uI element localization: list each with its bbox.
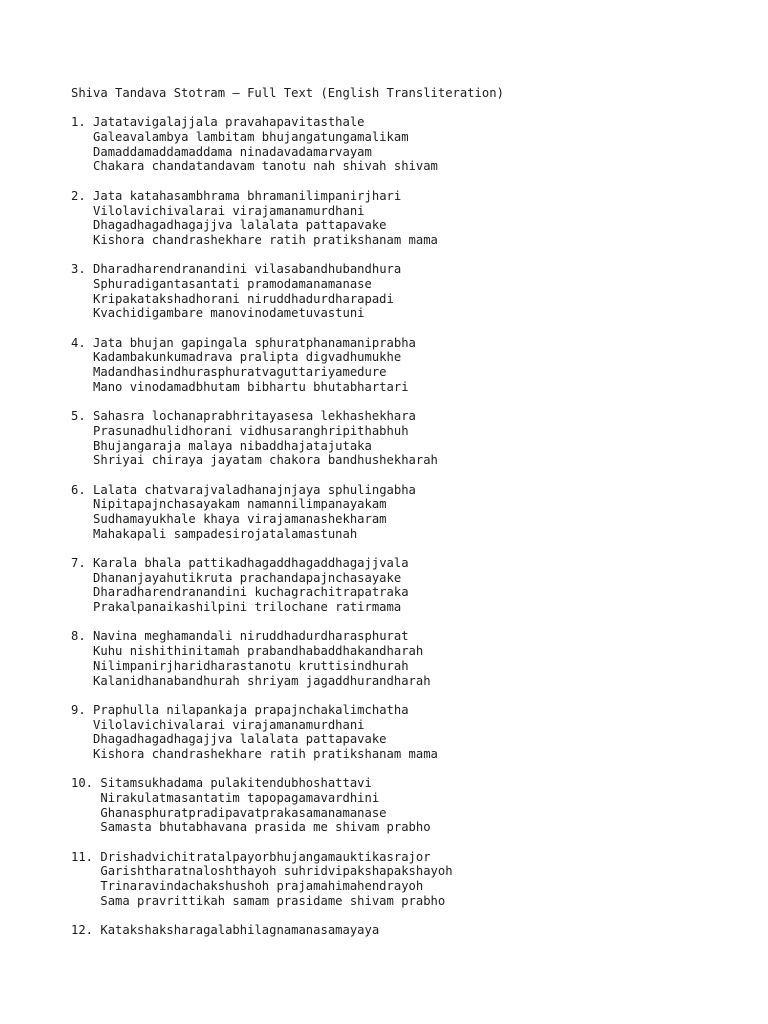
document-title: Shiva Tandava Stotram – Full Text (English Transliteration) (71, 86, 504, 100)
verse-first-line (71, 409, 751, 424)
verse-text: Dhananjayahutikruta prachandapajnchasayake (93, 570, 402, 585)
verse-number: 11. (71, 849, 94, 864)
verse-text: Dharadharendranandini kuchagrachitrapatraka (93, 585, 409, 600)
verse-text: Nipitapajnchasayakam namannilimpanayakam (93, 497, 387, 512)
verse-text: Garishtharatnaloshthayoh suhridvipakshapakshayoh (100, 864, 453, 879)
verse-text: Madandhasindhurasphuratvaguttariyamedure (93, 365, 387, 380)
verse-line (71, 218, 751, 233)
verse-number: 6. (71, 482, 86, 497)
verse-text: Sama pravrittikah samam prasidame shivam prabho (100, 893, 446, 908)
verse-first-line (71, 556, 751, 571)
verse-text: Prakalpanaikashilpini trilochane ratirmama (93, 600, 402, 615)
verse-number: 10. (71, 776, 94, 791)
verse-number: 2. (71, 188, 86, 203)
verse-line (71, 674, 751, 689)
verse-line (71, 350, 751, 365)
verse-line (71, 365, 751, 380)
verse-first-line (71, 776, 751, 791)
verse-number: 5. (71, 409, 86, 424)
verse-block (71, 262, 751, 321)
verse-block (71, 923, 751, 938)
verse-first-line (71, 850, 751, 865)
verse-text: Kripakatakshadhorani niruddhadurdharapadi (93, 291, 394, 306)
verse-text: Damaddamaddamaddama ninadavadamarvayam (93, 144, 372, 159)
verse-text: Sahasra lochanaprabhritayasesa lekhashekhara (93, 409, 416, 424)
verse-text: Kishora chandrashekhare ratih pratikshanam mama (93, 746, 438, 761)
verse-text: Jatatavigalajjala pravahapavitasthale (93, 115, 365, 130)
verse-line (71, 424, 751, 439)
verse-first-line (71, 115, 751, 130)
verse-first-line (71, 703, 751, 718)
verse-text: Vilolavichivalarai virajamanamurdhani (93, 203, 365, 218)
verse-text: Mahakapali sampadesirojatalamastunah (93, 526, 358, 541)
verse-text: Shriyai chiraya jayatam chakora bandhushekharah (93, 453, 438, 468)
verse-text: Kalanidhanabandhurah shriyam jagaddhurandharah (93, 673, 431, 688)
verse-line (71, 806, 751, 821)
verse-block (71, 703, 751, 762)
verse-first-line (71, 483, 751, 498)
verse-line (71, 159, 751, 174)
verse-text: Sitamsukhadama pulakitendubhoshattavi (100, 776, 372, 791)
verse-text: Kadambakunkumadrava pralipta digvadhumukhe (93, 350, 402, 365)
verse-text: Jata katahasambhrama bhramanilimpanirjhari (93, 188, 402, 203)
verse-text: Dhagadhagadhagajjva lalalata pattapavake (93, 218, 387, 233)
verse-text: Kvachidigambare manovinodametuvastuni (93, 306, 365, 321)
verse-text: Nilimpanirjharidharastanotu kruttisindhurah (93, 658, 409, 673)
verse-line (71, 894, 751, 909)
verse-text: Prasunadhulidhorani vidhusaranghripithabhuh (93, 423, 409, 438)
verse-text: Kuhu nishithinitamah prabandhabaddhakandharah (93, 644, 424, 659)
verse-text: Praphulla nilapankaja prapajnchakalimchatha (93, 702, 409, 717)
verse-line (71, 791, 751, 806)
verse-line (71, 864, 751, 879)
verse-line (71, 292, 751, 307)
verse-text: Vilolavichivalarai virajamanamurdhani (93, 717, 365, 732)
verse-line (71, 130, 751, 145)
verse-list (71, 115, 751, 938)
verse-line (71, 277, 751, 292)
verse-first-line (71, 262, 751, 277)
verse-block (71, 776, 751, 835)
verse-block (71, 629, 751, 688)
verse-line (71, 145, 751, 160)
verse-line (71, 659, 751, 674)
verse-line (71, 879, 751, 894)
verse-text: Navina meghamandali niruddhadurdharasphurat (93, 629, 409, 644)
verse-first-line (71, 336, 751, 351)
verse-line (71, 718, 751, 733)
verse-text: Chakara chandatandavam tanotu nah shivah shivam (93, 159, 438, 174)
verse-text: Bhujangaraja malaya nibaddhajatajutaka (93, 438, 372, 453)
verse-line (71, 439, 751, 454)
verse-text: Jata bhujan gapingala sphuratphanamaniprabha (93, 335, 416, 350)
verse-text: Kishora chandrashekhare ratih pratikshanam mama (93, 232, 438, 247)
verse-line (71, 306, 751, 321)
verse-line (71, 600, 751, 615)
verse-line (71, 380, 751, 395)
verse-number: 3. (71, 262, 86, 277)
verse-block (71, 556, 751, 615)
verse-text: Sudhamayukhale khaya virajamanashekharam (93, 511, 387, 526)
verse-text: Nirakulatmasantatim tapopagamavardhini (100, 791, 380, 806)
verse-text: Trinaravindachakshushoh prajamahimahendrayoh (100, 879, 424, 894)
verse-text: Galeavalambya lambitam bhujangatungamalikam (93, 130, 409, 145)
verse-line (71, 233, 751, 248)
verse-line (71, 747, 751, 762)
verse-block (71, 189, 751, 248)
verse-line (71, 527, 751, 542)
verse-line (71, 571, 751, 586)
verse-number: 7. (71, 556, 86, 571)
verse-block (71, 483, 751, 542)
verse-text: Dharadharendranandini vilasabandhubandhura (93, 262, 402, 277)
verse-line (71, 497, 751, 512)
verse-number: 8. (71, 629, 86, 644)
verse-text: Sphuradigantasantati pramodamanamanase (93, 276, 372, 291)
verse-line (71, 732, 751, 747)
verse-number: 9. (71, 702, 86, 717)
document-page (71, 86, 751, 953)
verse-text: Samasta bhutabhavana prasida me shivam prabho (100, 820, 431, 835)
verse-line (71, 512, 751, 527)
verse-block (71, 336, 751, 395)
verse-first-line (71, 923, 751, 938)
verse-text: Lalata chatvarajvaladhanajnjaya sphulingabha (93, 482, 416, 497)
verse-number: 4. (71, 335, 86, 350)
verse-line (71, 644, 751, 659)
verse-block (71, 850, 751, 909)
verse-block (71, 409, 751, 468)
verse-first-line (71, 629, 751, 644)
verse-line (71, 453, 751, 468)
verse-line (71, 820, 751, 835)
verse-line (71, 204, 751, 219)
verse-text: Ghanasphuratpradipavatprakasamanamanase (100, 805, 387, 820)
verse-text: Mano vinodamadbhutam bibhartu bhutabhartari (93, 379, 409, 394)
verse-number: 1. (71, 115, 86, 130)
verse-text: Drishadvichitratalpayorbhujangamauktikasrajor (100, 849, 431, 864)
verse-text: Karala bhala pattikadhagaddhagaddhagajjvala (93, 556, 409, 571)
verse-first-line (71, 189, 751, 204)
verse-text: Dhagadhagadhagajjva lalalata pattapavake (93, 732, 387, 747)
verse-number: 12. (71, 923, 94, 938)
verse-line (71, 585, 751, 600)
verse-block (71, 115, 751, 174)
verse-text: Katakshaksharagalabhilagnamanasamayaya (100, 923, 380, 938)
